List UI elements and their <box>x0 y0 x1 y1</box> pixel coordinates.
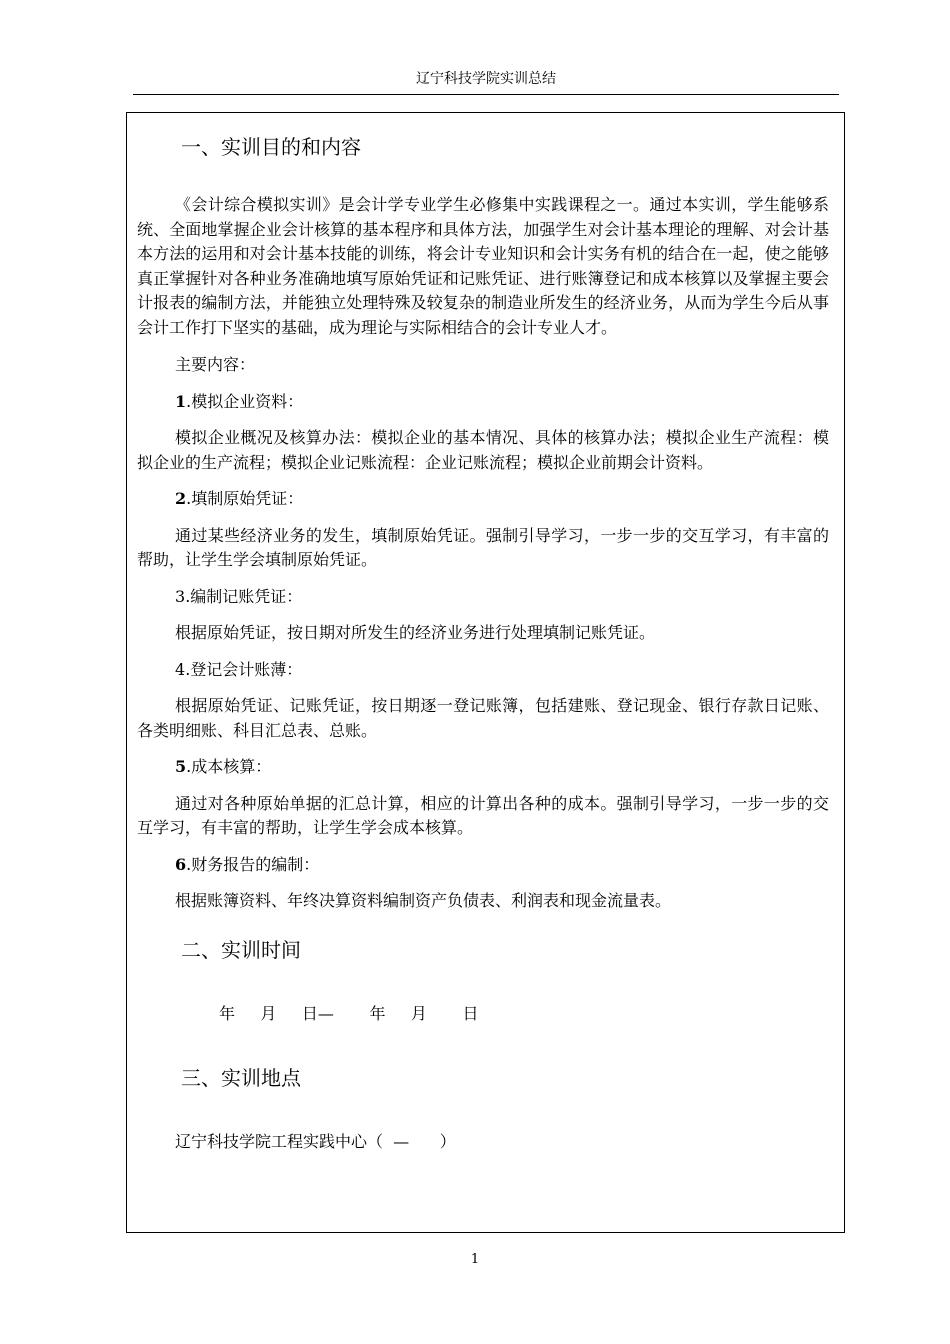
item-4-title: .登记会计账薄： <box>185 659 303 679</box>
section2-title: 二、实训时间 <box>181 937 301 962</box>
page-number: 1 <box>470 1252 480 1267</box>
item-6-heading <box>137 853 829 878</box>
item-4-heading <box>137 658 829 683</box>
item-6-num: 6 <box>175 854 187 874</box>
item-3-title: .编制记账凭证： <box>185 586 303 606</box>
item-2-title: .填制原始凭证： <box>186 489 304 508</box>
item-1-heading <box>137 390 829 415</box>
content-body <box>137 133 829 1154</box>
item-1-num: 1 <box>175 391 187 411</box>
item-5-title: .成本核算： <box>186 757 272 776</box>
item-1-title: .模拟企业资料： <box>186 391 304 411</box>
item-1-body: 模拟企业概况及核算办法：模拟企业的基本情况、具体的核算办法；模拟企业生产流程：模拟企业的生产流程；模拟企业记账流程：企业记账流程；模拟企业前期会计资料。 <box>137 428 829 472</box>
item-5-num: 5 <box>175 757 187 776</box>
item-3-body: 根据原始凭证，按日期对所发生的经济业务进行处理填制记账凭证。 <box>175 623 656 642</box>
item-5-heading <box>137 755 829 780</box>
item-2-body: 通过某些经济业务的发生，填制原始凭证。强制引导学习，一步一步的交互学习，有丰富的帮助，让学生学会填制原始凭证。 <box>137 525 829 569</box>
item-3-heading <box>137 585 829 610</box>
header-title: 辽宁科技学院实训总结 <box>416 71 556 87</box>
item-6-body: 根据账簿资料、年终决算资料编制资产负债表、利润表和现金流量表。 <box>175 891 672 910</box>
training-place-line: 辽宁科技学院工程实践中心（ — ） <box>175 1131 456 1151</box>
item-3-num: 3 <box>175 586 186 606</box>
item-2-heading <box>137 487 829 512</box>
section1-title: 一、实训目的和内容 <box>181 135 361 159</box>
item-6-title: .财务报告的编制： <box>186 854 320 874</box>
content-frame <box>126 112 845 1233</box>
item-4-body: 根据原始凭证、记账凭证，按日期逐一登记账簿，包括建账、登记现金、银行存款日记账、各类明细账、科目汇总表、总账。 <box>137 696 829 740</box>
item-4-num: 4 <box>175 659 186 679</box>
main-content-label: 主要内容： <box>175 355 256 374</box>
training-date-line: 年 月 日— 年 月 日 <box>219 1003 479 1023</box>
section3-title: 三、实训地点 <box>181 1065 301 1090</box>
item-5-body: 通过对各种原始单据的汇总计算，相应的计算出各种的成本。强制引导学习，一步一步的交互学习，有丰富的帮助，让学生学会成本核算。 <box>137 793 829 837</box>
page-header <box>133 70 839 95</box>
item-2-num: 2 <box>175 489 187 508</box>
section1-intro: 《会计综合模拟实训》是会计学专业学生必修集中实践课程之一。通过本实训，学生能够系统、全面地掌握企业会计核算的基本程序和具体方法，加强学生对会计基本理论的理解、对会计基本方法的运用和对会计基本技能的训练，将会计专业知识和会计实务有机的结合在一起，使之能够真正掌握针对各种业务准确地填写原始凭证和记账凭证、进行账簿登记和成本核算以及掌握主要会计报表的编制方法，并能独立处理特殊及较复杂的制造业所发生的经济业务，从而为学生今后从事会计工作打下坚实的基础，成为理论与实际相结合的会计专业人才。 <box>137 195 829 337</box>
